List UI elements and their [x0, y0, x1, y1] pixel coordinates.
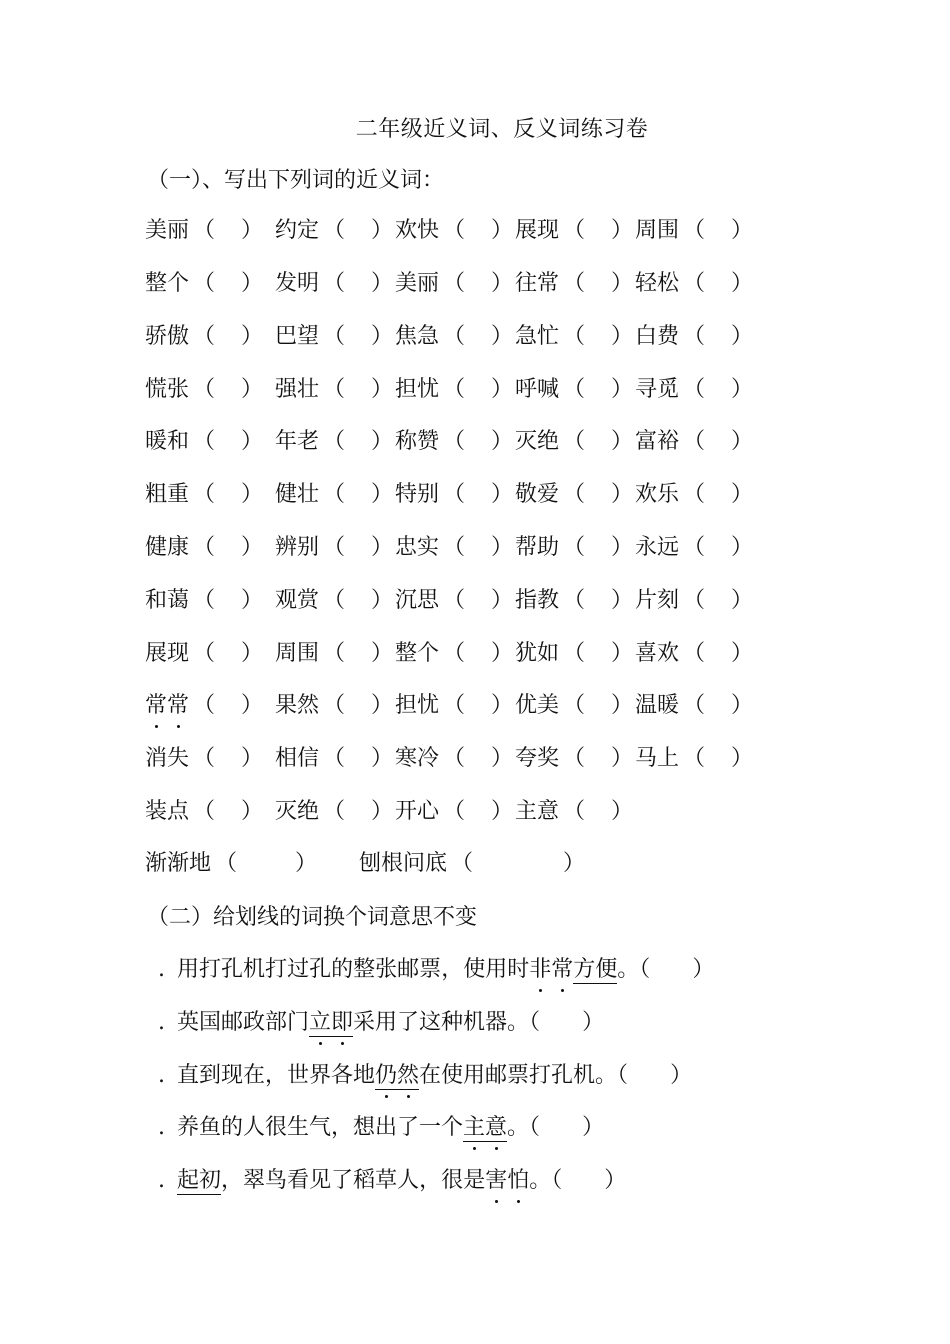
word-text: 相信	[275, 746, 320, 771]
word-item	[145, 372, 263, 403]
word-item	[395, 213, 513, 244]
word-text: 常常	[145, 693, 189, 718]
answer-blank-open[interactable]: （	[323, 693, 346, 718]
answer-close-paren: ）	[670, 1063, 693, 1088]
answer-blank-close: ）	[241, 377, 264, 402]
word-item	[515, 477, 633, 508]
sentence-text: 养鱼的人很生气，想出了一个	[177, 1115, 464, 1140]
answer-blank[interactable]	[540, 1010, 582, 1035]
word-text: 欢乐	[635, 482, 680, 507]
answer-blank-open[interactable]: （	[683, 271, 706, 296]
answer-blank-open[interactable]: （	[563, 271, 586, 296]
answer-blank-open[interactable]: （	[323, 218, 346, 243]
word-item	[515, 794, 633, 825]
answer-blank-open[interactable]: （	[443, 799, 466, 824]
word-text: 强壮	[275, 377, 320, 402]
word-text: 称赞	[395, 429, 440, 454]
answer-blank-open[interactable]: （	[443, 377, 466, 402]
word-item	[515, 583, 633, 614]
answer-blank-open[interactable]: （	[563, 324, 586, 349]
sentence-bullet: .	[158, 1115, 165, 1140]
word-text: 欢快	[395, 218, 440, 243]
answer-blank-close: ）	[491, 377, 514, 402]
word-text: 美丽	[395, 271, 440, 296]
answer-blank-open[interactable]: （	[443, 693, 466, 718]
answer-blank-close: ）	[731, 746, 754, 771]
answer-blank-close: ）	[241, 218, 264, 243]
word-text: 年老	[275, 429, 320, 454]
word-text: 灭绝	[515, 429, 560, 454]
answer-blank-open[interactable]: （	[323, 429, 346, 454]
answer-blank-close: ）	[371, 429, 394, 454]
word-text: 呼喊	[515, 377, 560, 402]
word-text: 粗重	[145, 482, 190, 507]
answer-blank-open[interactable]: （	[323, 271, 346, 296]
answer-close-paren: ）	[692, 957, 715, 982]
sentence-text: ，翠鸟看见了稻草人，很是害怕。（	[221, 1168, 562, 1193]
answer-close-paren: ）	[582, 1115, 605, 1140]
answer-blank-open[interactable]: （	[323, 799, 346, 824]
answer-blank-close: ）	[371, 641, 394, 666]
word-text: 整个	[395, 641, 440, 666]
answer-blank-open[interactable]: （	[443, 429, 466, 454]
answer-blank-close: ）	[371, 535, 394, 560]
word-text: 刨根问底	[359, 851, 448, 876]
answer-blank-close: ）	[731, 641, 754, 666]
word-text: 往常	[515, 271, 560, 296]
word-item	[275, 583, 393, 614]
word-text: 寒冷	[395, 746, 440, 771]
word-text: 指教	[515, 588, 560, 613]
word-item	[275, 741, 393, 772]
word-item	[145, 477, 263, 508]
answer-blank-close: ）	[611, 693, 634, 718]
answer-blank-open[interactable]: （	[563, 429, 586, 454]
answer-blank-open[interactable]: （	[193, 588, 216, 613]
word-item	[635, 477, 753, 508]
answer-blank-close: ）	[491, 693, 514, 718]
word-item	[145, 583, 263, 614]
sentence-item	[158, 1058, 692, 1089]
word-item	[275, 424, 393, 455]
answer-blank-close: ）	[491, 746, 514, 771]
answer-blank-open[interactable]: （	[193, 218, 216, 243]
word-item	[515, 530, 633, 561]
answer-blank-close: ）	[491, 799, 514, 824]
answer-blank-open[interactable]: （	[193, 641, 216, 666]
answer-blank-open[interactable]: （	[683, 324, 706, 349]
word-item	[635, 741, 753, 772]
answer-blank-close: ）	[371, 324, 394, 349]
word-text: 约定	[275, 218, 320, 243]
sentence-text: 在使用邮票打孔机。（	[419, 1063, 629, 1088]
word-text: 慌张	[145, 377, 190, 402]
sentence-bullet: .	[158, 957, 165, 982]
sentence-item	[158, 1005, 604, 1036]
sentence-text: 英国邮政部门	[177, 1010, 310, 1035]
answer-blank-close: ）	[563, 851, 586, 876]
word-text: 周围	[275, 641, 320, 666]
answer-blank-open[interactable]: （	[683, 429, 706, 454]
answer-blank-close: ）	[611, 218, 634, 243]
answer-blank-close: ）	[611, 324, 634, 349]
answer-blank-open[interactable]: （	[443, 746, 466, 771]
word-item	[275, 319, 393, 350]
answer-blank-close: ）	[731, 535, 754, 560]
word-item	[515, 372, 633, 403]
answer-blank-open[interactable]: （	[193, 535, 216, 560]
word-item	[395, 741, 513, 772]
answer-blank-close: ）	[611, 746, 634, 771]
answer-blank-close: ）	[241, 271, 264, 296]
underlined-target-word: 方便	[573, 957, 618, 982]
answer-blank-close: ）	[491, 218, 514, 243]
sentence-item	[158, 1110, 604, 1141]
word-item	[635, 213, 753, 244]
answer-close-paren: ）	[582, 1010, 605, 1035]
word-text: 辨别	[275, 535, 320, 560]
answer-blank-open[interactable]: （	[451, 851, 474, 876]
word-item	[635, 636, 753, 667]
answer-blank-open[interactable]: （	[323, 324, 346, 349]
word-item	[515, 424, 633, 455]
answer-blank-close: ）	[295, 851, 318, 876]
word-item	[145, 266, 263, 297]
word-item	[395, 688, 513, 719]
underlined-target-word: 起初	[177, 1168, 222, 1193]
word-item	[395, 583, 513, 614]
answer-blank-open[interactable]: （	[443, 324, 466, 349]
word-item	[145, 424, 263, 455]
answer-blank-close: ）	[491, 429, 514, 454]
answer-blank-close: ）	[491, 535, 514, 560]
answer-blank-close: ）	[241, 482, 264, 507]
answer-blank-open[interactable]: （	[323, 641, 346, 666]
answer-blank-close: ）	[241, 693, 264, 718]
answer-blank-close: ）	[611, 377, 634, 402]
section-1-heading: （一）、写出下列词的近义词：	[147, 168, 445, 193]
word-text: 片刻	[635, 588, 680, 613]
word-text: 展现	[515, 218, 560, 243]
answer-blank-close: ）	[371, 693, 394, 718]
word-text: 健康	[145, 535, 190, 560]
answer-blank[interactable]	[562, 1168, 604, 1193]
word-item	[145, 213, 263, 244]
answer-blank-close: ）	[241, 799, 264, 824]
answer-blank-open[interactable]: （	[563, 693, 586, 718]
word-item	[515, 319, 633, 350]
word-item	[275, 794, 393, 825]
sentence-item	[158, 1163, 626, 1194]
answer-blank-close: ）	[241, 535, 264, 560]
sentence-bullet: .	[158, 1168, 165, 1193]
section-2-heading: （二）给划线的词换个词意思不变	[147, 905, 478, 930]
underlined-target-word: 仍然	[375, 1063, 419, 1090]
word-item	[275, 266, 393, 297]
word-item	[145, 319, 263, 350]
answer-blank-open[interactable]: （	[215, 851, 238, 876]
word-text: 富裕	[635, 429, 680, 454]
answer-blank-close: ）	[371, 377, 394, 402]
answer-blank-close: ）	[611, 482, 634, 507]
answer-blank-open[interactable]: （	[443, 482, 466, 507]
answer-blank-open[interactable]: （	[683, 588, 706, 613]
answer-blank-open[interactable]: （	[563, 482, 586, 507]
word-item	[145, 794, 263, 825]
sentence-bullet: .	[158, 1010, 165, 1035]
word-item	[145, 846, 317, 877]
word-item	[635, 266, 753, 297]
answer-blank-open[interactable]: （	[193, 429, 216, 454]
answer-blank-open[interactable]: （	[193, 482, 216, 507]
word-text: 帮助	[515, 535, 560, 560]
word-item	[395, 477, 513, 508]
answer-blank-open[interactable]: （	[683, 218, 706, 243]
answer-blank-open[interactable]: （	[443, 535, 466, 560]
word-text: 周围	[635, 218, 680, 243]
word-text: 敬爱	[515, 482, 560, 507]
answer-blank[interactable]	[540, 1115, 582, 1140]
answer-blank-close: ）	[371, 482, 394, 507]
word-item	[635, 688, 753, 719]
sentence-bullet: .	[158, 1063, 165, 1088]
sentence-text: 。（	[617, 957, 651, 982]
word-text: 永远	[635, 535, 680, 560]
word-text: 主意	[515, 799, 560, 824]
answer-blank-close: ）	[731, 588, 754, 613]
answer-blank-open[interactable]: （	[323, 535, 346, 560]
word-text: 轻松	[635, 271, 680, 296]
worksheet-title: 二年级近义词、反义词练习卷	[355, 117, 649, 142]
word-text: 焦急	[395, 324, 440, 349]
word-text: 渐渐地	[145, 851, 212, 876]
answer-blank-open[interactable]: （	[443, 588, 466, 613]
word-item	[275, 477, 393, 508]
word-item	[395, 319, 513, 350]
answer-blank-open[interactable]: （	[323, 746, 346, 771]
word-item	[145, 688, 263, 719]
answer-blank-open[interactable]: （	[683, 693, 706, 718]
word-item	[145, 636, 263, 667]
word-text: 忠实	[395, 535, 440, 560]
answer-blank-close: ）	[371, 799, 394, 824]
answer-blank-open[interactable]: （	[443, 218, 466, 243]
answer-blank-close: ）	[611, 799, 634, 824]
word-text: 担忧	[395, 693, 440, 718]
word-text: 美丽	[145, 218, 190, 243]
answer-blank[interactable]	[650, 957, 692, 982]
answer-blank-close: ）	[611, 641, 634, 666]
underlined-target-word: 主意	[463, 1115, 507, 1142]
sentence-text: 用打孔机打过孔的整张邮票，使用时非常	[177, 957, 573, 982]
sentence-item	[158, 952, 714, 983]
answer-blank-close: ）	[731, 482, 754, 507]
word-item	[395, 424, 513, 455]
word-item	[395, 636, 513, 667]
answer-blank[interactable]	[628, 1063, 670, 1088]
answer-blank-close: ）	[731, 271, 754, 296]
sentence-text: 。（	[507, 1115, 541, 1140]
word-text: 开心	[395, 799, 440, 824]
word-text: 巴望	[275, 324, 320, 349]
answer-blank-close: ）	[371, 588, 394, 613]
answer-blank-close: ）	[371, 271, 394, 296]
word-item	[515, 688, 633, 719]
word-text: 装点	[145, 799, 190, 824]
word-text: 寻觅	[635, 377, 680, 402]
word-item	[275, 688, 393, 719]
answer-blank-open[interactable]: （	[323, 377, 346, 402]
word-item	[275, 530, 393, 561]
word-text: 发明	[275, 271, 320, 296]
answer-blank-open[interactable]: （	[193, 799, 216, 824]
sentence-text: 直到现在，世界各地	[177, 1063, 376, 1088]
answer-blank-open[interactable]: （	[193, 324, 216, 349]
word-text: 特别	[395, 482, 440, 507]
word-text: 犹如	[515, 641, 560, 666]
word-text: 展现	[145, 641, 190, 666]
answer-blank-open[interactable]: （	[683, 377, 706, 402]
word-text: 沉思	[395, 588, 440, 613]
word-text: 暖和	[145, 429, 190, 454]
answer-blank-close: ）	[731, 324, 754, 349]
answer-blank-close: ）	[611, 588, 634, 613]
word-text: 担忧	[395, 377, 440, 402]
answer-blank-close: ）	[371, 218, 394, 243]
answer-blank-open[interactable]: （	[563, 799, 586, 824]
word-item	[635, 319, 753, 350]
answer-blank-close: ）	[611, 271, 634, 296]
answer-blank-open[interactable]: （	[683, 746, 706, 771]
answer-blank-open[interactable]: （	[683, 482, 706, 507]
answer-blank-open[interactable]: （	[323, 482, 346, 507]
answer-blank-open[interactable]: （	[443, 641, 466, 666]
word-text: 优美	[515, 693, 560, 718]
answer-blank-close: ）	[731, 429, 754, 454]
answer-blank-close: ）	[731, 218, 754, 243]
answer-blank-open[interactable]: （	[193, 693, 216, 718]
answer-blank-close: ）	[731, 693, 754, 718]
answer-blank-close: ）	[371, 746, 394, 771]
word-item	[145, 741, 263, 772]
answer-blank-open[interactable]: （	[563, 746, 586, 771]
answer-blank-open[interactable]: （	[323, 588, 346, 613]
word-text: 果然	[275, 693, 320, 718]
word-text: 和蔼	[145, 588, 190, 613]
word-text: 夸奖	[515, 746, 560, 771]
answer-blank-close: ）	[731, 377, 754, 402]
underlined-target-word: 立即	[309, 1010, 353, 1037]
sentence-text: 采用了这种机器。（	[353, 1010, 541, 1035]
answer-blank-open[interactable]: （	[193, 746, 216, 771]
word-item	[145, 530, 263, 561]
word-item	[395, 794, 513, 825]
answer-blank-open[interactable]: （	[443, 271, 466, 296]
word-item	[515, 741, 633, 772]
word-text: 灭绝	[275, 799, 320, 824]
answer-blank-open[interactable]: （	[563, 377, 586, 402]
word-item	[395, 530, 513, 561]
answer-blank-close: ）	[491, 588, 514, 613]
answer-blank-close: ）	[241, 588, 264, 613]
word-text: 消失	[145, 746, 190, 771]
word-text: 白费	[635, 324, 680, 349]
answer-blank-open[interactable]: （	[193, 377, 216, 402]
answer-blank-close: ）	[241, 641, 264, 666]
word-item	[395, 372, 513, 403]
word-text: 健壮	[275, 482, 320, 507]
word-item	[515, 636, 633, 667]
answer-blank-close: ）	[491, 271, 514, 296]
answer-blank-open[interactable]: （	[683, 535, 706, 560]
answer-blank-close: ）	[491, 482, 514, 507]
answer-blank-open[interactable]: （	[193, 271, 216, 296]
word-item	[635, 583, 753, 614]
answer-blank-close: ）	[491, 324, 514, 349]
word-text: 观赏	[275, 588, 320, 613]
word-item	[635, 530, 753, 561]
answer-blank-close: ）	[241, 324, 264, 349]
answer-blank-close: ）	[611, 429, 634, 454]
word-item	[275, 213, 393, 244]
word-text: 喜欢	[635, 641, 680, 666]
answer-blank-close: ）	[241, 746, 264, 771]
answer-blank-open[interactable]: （	[563, 588, 586, 613]
answer-blank-close: ）	[241, 429, 264, 454]
word-item	[359, 846, 585, 877]
answer-close-paren: ）	[604, 1168, 627, 1193]
answer-blank-open[interactable]: （	[563, 641, 586, 666]
word-text: 急忙	[515, 324, 560, 349]
answer-blank-close: ）	[611, 535, 634, 560]
word-item	[275, 372, 393, 403]
word-item	[275, 636, 393, 667]
word-item	[635, 372, 753, 403]
answer-blank-open[interactable]: （	[563, 218, 586, 243]
word-item	[635, 424, 753, 455]
word-item	[515, 213, 633, 244]
answer-blank-open[interactable]: （	[563, 535, 586, 560]
word-text: 骄傲	[145, 324, 190, 349]
word-text: 马上	[635, 746, 680, 771]
word-text: 整个	[145, 271, 190, 296]
word-text: 温暖	[635, 693, 680, 718]
word-item	[395, 266, 513, 297]
answer-blank-close: ）	[491, 641, 514, 666]
word-item	[515, 266, 633, 297]
answer-blank-open[interactable]: （	[683, 641, 706, 666]
